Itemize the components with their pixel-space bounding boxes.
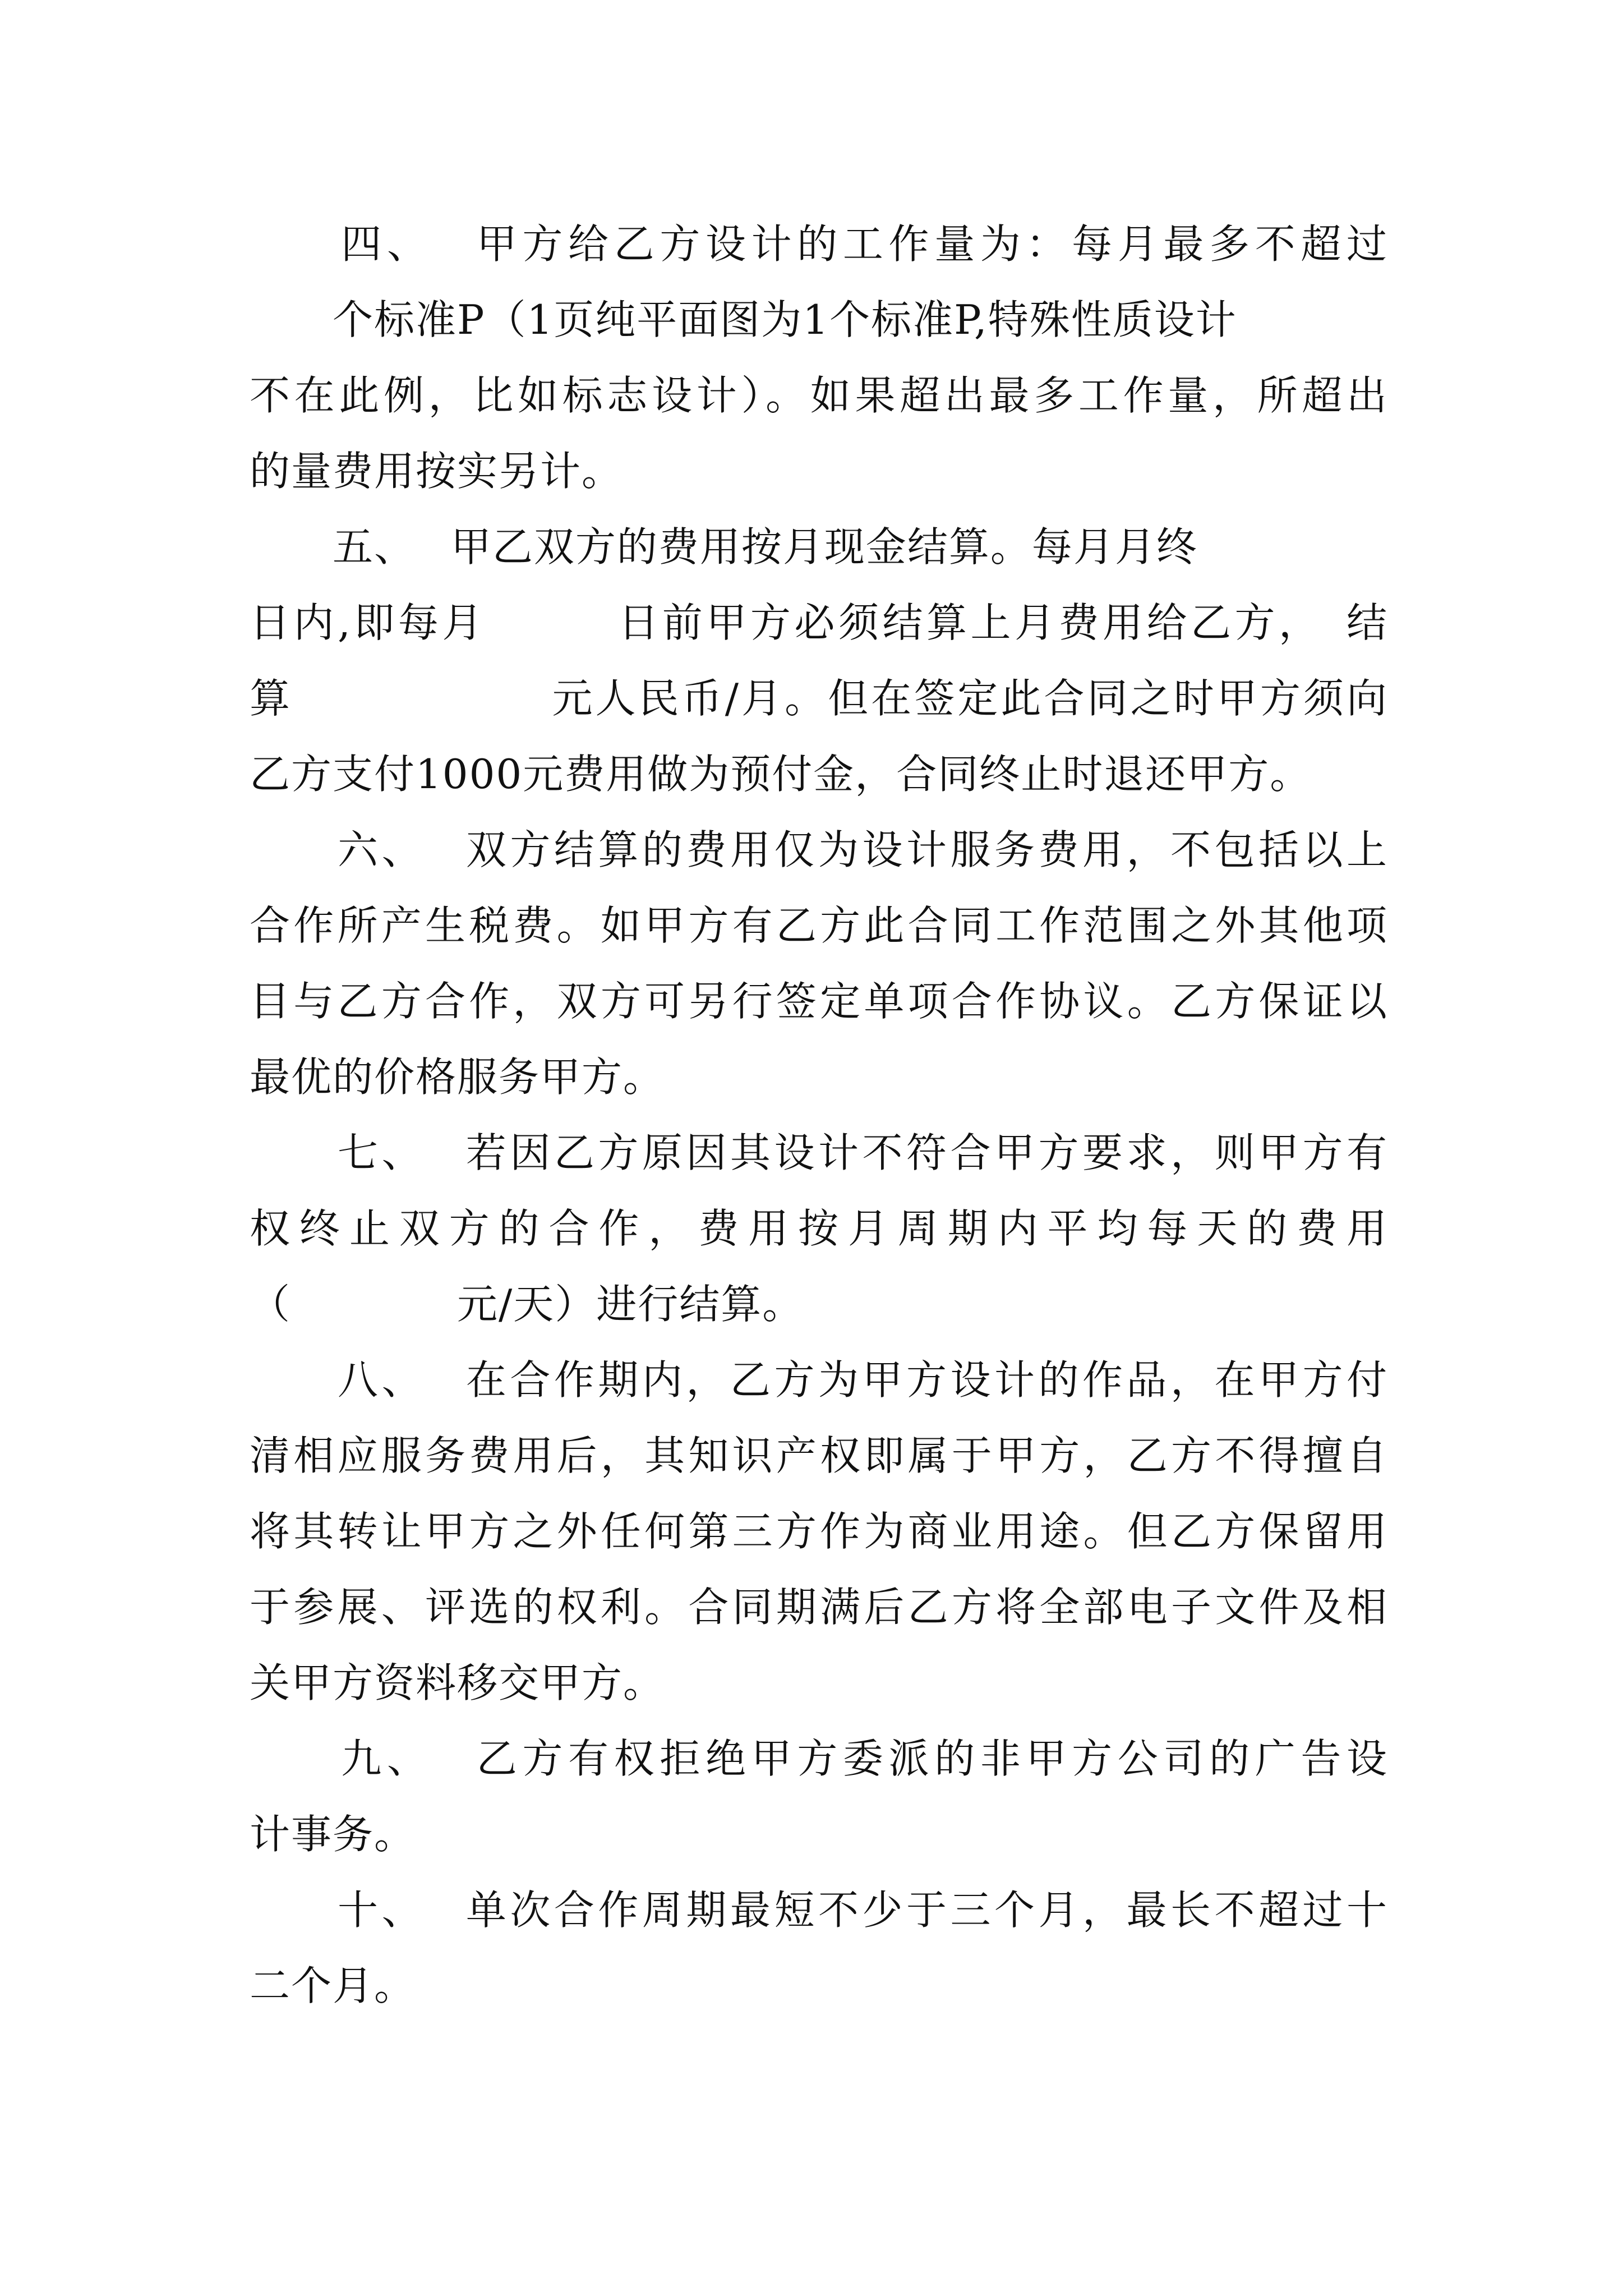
text-line: 个标准P（1页纯平面图为1个标准P,特殊性质设计	[250, 296, 1237, 343]
text-line: 计事务。	[250, 1811, 416, 1858]
text-line: 于参展、评选的权利。合同期满后乙方将全部电子文件及相	[250, 1584, 1388, 1631]
text-line: 目与乙方合作，双方可另行签定单项合作协议。乙方保证以	[250, 978, 1388, 1025]
text-line: 七、 若因乙方原因其设计不符合甲方要求，则甲方有	[250, 1129, 1388, 1176]
text-line: 最优的价格服务甲方。	[250, 1053, 665, 1101]
text-line: （ 元/天）进行结算。	[250, 1281, 804, 1328]
text-line: 五、 甲乙双方的费用按月现金结算。每月月终	[250, 523, 1198, 570]
text-line: 乙方支付1000元费用做为预付金，合同终止时退还甲方。	[250, 751, 1312, 798]
text-line: 二个月。	[250, 1962, 416, 2009]
text-line: 六、 双方结算的费用仅为设计服务费用，不包括以上	[250, 826, 1388, 873]
text-line: 权终止双方的合作，费用按月周期内平均每天的费用	[250, 1205, 1388, 1252]
text-line: 四、 甲方给乙方设计的工作量为：每月最多不超过	[250, 220, 1388, 268]
text-line: 将其转让甲方之外任何第三方作为商业用途。但乙方保留用	[250, 1508, 1388, 1555]
text-line: 十、 单次合作周期最短不少于三个月，最长不超过十	[250, 1887, 1388, 1934]
text-line: 九、 乙方有权拒绝甲方委派的非甲方公司的广告设	[250, 1735, 1388, 1782]
text-line: 清相应服务费用后，其知识产权即属于甲方，乙方不得擅自	[250, 1432, 1388, 1479]
text-line: 八、 在合作期内，乙方为甲方设计的作品，在甲方付	[250, 1356, 1388, 1404]
text-line: 合作所产生税费。如甲方有乙方此合同工作范围之外其他项	[250, 902, 1388, 949]
text-line: 算 元人民币/月。但在签定此合同之时甲方须向	[250, 675, 1388, 722]
text-line: 关甲方资料移交甲方。	[250, 1659, 665, 1706]
text-line: 的量费用按实另计。	[250, 448, 624, 495]
text-line: 不在此例，比如标志设计）。如果超出最多工作量，所超出	[250, 372, 1388, 419]
text-line: 日内,即每月 日前甲方必须结算上月费用给乙方， 结	[250, 599, 1388, 646]
